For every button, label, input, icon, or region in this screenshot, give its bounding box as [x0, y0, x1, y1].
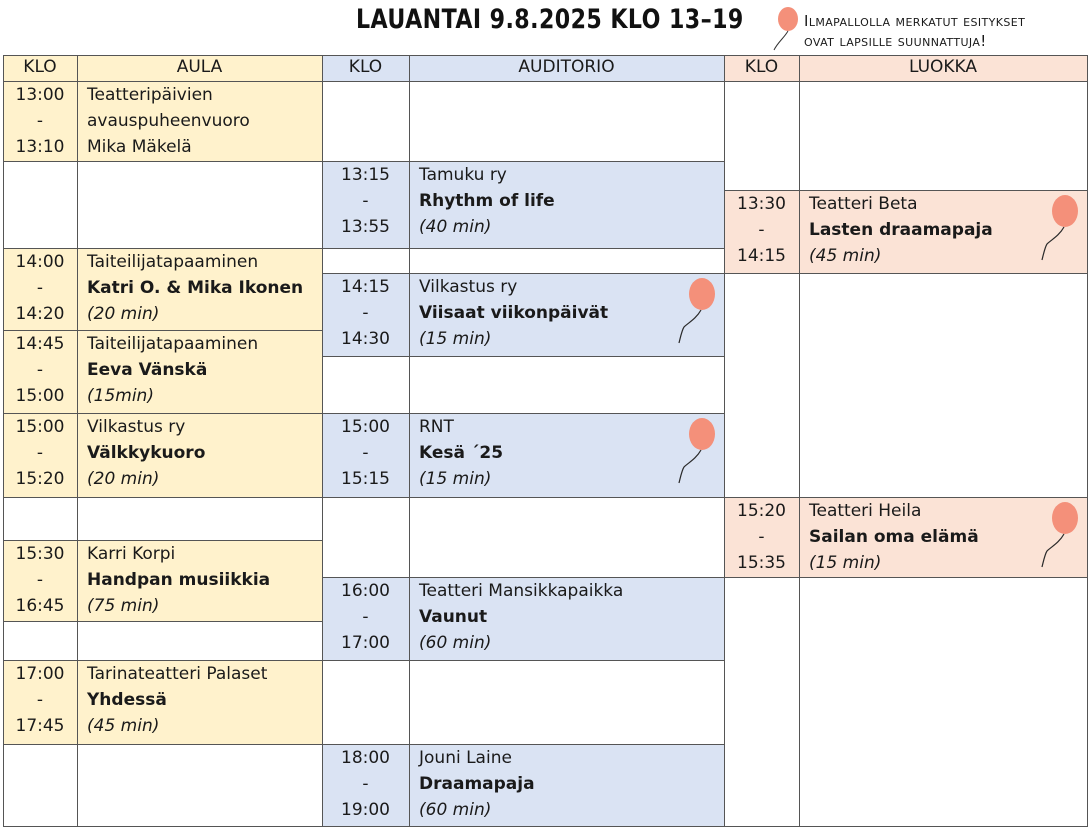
- aula-time: [3, 330, 77, 413]
- header-luokka: LUOKKA: [799, 55, 1087, 81]
- time-start: 15:00: [341, 417, 390, 437]
- auditorio-empty-time: [322, 81, 409, 161]
- auditorio-event: [409, 577, 724, 660]
- auditorio-event: [409, 744, 724, 826]
- time-end: 15:15: [341, 469, 390, 489]
- grid-line: [322, 161, 725, 162]
- grid-line: [409, 55, 410, 827]
- grid-line: [3, 826, 1088, 827]
- grid-line: [322, 497, 725, 498]
- performer: Teatteri Heila: [809, 501, 922, 521]
- aula-time: [3, 660, 77, 744]
- time-start: 13:00: [15, 85, 65, 105]
- aula-empty-slot: [77, 161, 322, 248]
- event-name: Lasten draamapaja: [809, 220, 993, 240]
- grid-line: [799, 55, 800, 827]
- auditorio-empty-time: [322, 248, 409, 273]
- time-start: 16:00: [341, 581, 390, 601]
- aula-time: [3, 540, 77, 621]
- event-detail: (40 min): [419, 217, 492, 237]
- aula-event: [77, 413, 322, 497]
- grid-line: [322, 660, 725, 661]
- time-end: 14:30: [341, 329, 390, 349]
- auditorio-empty-slot: [409, 356, 724, 413]
- event-detail: (20 min): [87, 469, 160, 489]
- auditorio-event: [409, 161, 724, 248]
- performer: Teatteri Beta: [809, 194, 918, 214]
- grid-line: [3, 330, 323, 331]
- event-name: Kesä ´25: [419, 443, 504, 463]
- time-sep: -: [36, 443, 44, 463]
- header-auditorio: AUDITORIO: [409, 55, 724, 81]
- event-name: Draamapaja: [419, 774, 535, 794]
- auditorio-empty-time: [322, 356, 409, 413]
- auditorio-time: [322, 577, 409, 660]
- grid-line: [3, 744, 323, 745]
- header-aula-klo: KLO: [3, 55, 77, 81]
- performer: Vilkastus ry: [87, 417, 186, 437]
- grid-line: [724, 190, 1088, 191]
- time-sep: -: [362, 443, 369, 463]
- performer: Teatteri Mansikkapaikka: [419, 581, 624, 601]
- auditorio-empty-slot: [409, 497, 724, 577]
- aula-empty-time: [3, 161, 77, 248]
- time-sep: -: [362, 303, 369, 323]
- auditorio-empty-slot: [409, 81, 724, 161]
- auditorio-empty-time: [322, 660, 409, 744]
- grid-line: [724, 55, 725, 827]
- time-end: 17:45: [15, 716, 65, 736]
- grid-line: [3, 161, 323, 162]
- event-detail: Mika Mäkelä: [87, 137, 192, 157]
- grid-line: [3, 413, 323, 414]
- event-name: avauspuheenvuoro: [87, 111, 250, 131]
- event-detail: (75 min): [87, 596, 160, 616]
- time-sep: -: [758, 220, 765, 240]
- time-end: 17:00: [341, 633, 390, 653]
- time-start: 15:20: [737, 501, 786, 521]
- event-detail: (15 min): [419, 329, 492, 349]
- luokka-empty-slot: [799, 577, 1087, 826]
- auditorio-event: [409, 413, 724, 497]
- grid-line: [724, 273, 1088, 274]
- grid-line: [1087, 55, 1088, 827]
- event-name: Viisaat viikonpäivät: [419, 303, 609, 323]
- grid-line: [3, 540, 323, 541]
- performer: Tamuku ry: [419, 165, 507, 185]
- time-end: 13:10: [15, 137, 65, 157]
- luokka-time: [724, 190, 799, 273]
- grid-line: [322, 273, 725, 274]
- luokka-empty-slot: [799, 273, 1087, 497]
- grid-line: [3, 55, 4, 827]
- event-detail: (45 min): [87, 716, 160, 736]
- performer: Taiteilijatapaaminen: [87, 334, 259, 354]
- aula-empty-time: [3, 621, 77, 660]
- balloon-icon: [1035, 501, 1081, 571]
- performer: Vilkastus ry: [419, 277, 518, 297]
- luokka-empty-time: [724, 577, 799, 826]
- grid-line: [322, 248, 725, 249]
- time-sep: -: [758, 527, 765, 547]
- aula-time: [3, 413, 77, 497]
- grid-line: [3, 81, 1088, 82]
- grid-line: [3, 55, 1088, 56]
- time-sep: -: [36, 360, 44, 380]
- event-detail: (20 min): [87, 304, 160, 324]
- performer: Taiteilijatapaaminen: [87, 252, 259, 272]
- time-end: 15:00: [15, 386, 65, 406]
- event-name: Rhythm of life: [419, 191, 555, 211]
- luokka-time: [724, 497, 799, 577]
- luokka-event: [799, 497, 1087, 577]
- grid-line: [3, 248, 323, 249]
- event-name: Sailan oma elämä: [809, 527, 979, 547]
- auditorio-empty-slot: [409, 660, 724, 744]
- grid-line: [724, 497, 1088, 498]
- event-detail: (15 min): [809, 553, 882, 573]
- balloon-icon: [672, 277, 718, 347]
- event-name: Yhdessä: [87, 690, 167, 710]
- aula-event: [77, 540, 322, 621]
- time-end: 16:45: [15, 596, 65, 616]
- performer: Karri Korpi: [87, 544, 176, 564]
- grid-line: [3, 621, 323, 622]
- legend-line-2: ovat lapsille suunnattuja!: [804, 32, 987, 50]
- time-start: 15:00: [15, 417, 65, 437]
- time-sep: -: [36, 570, 44, 590]
- aula-time: [3, 81, 77, 161]
- luokka-empty-time: [724, 273, 799, 497]
- grid-line: [3, 497, 323, 498]
- grid-line: [322, 744, 725, 745]
- performer: Teatteripäivien: [87, 85, 213, 105]
- time-start: 13:15: [341, 165, 390, 185]
- header-aula: AULA: [77, 55, 322, 81]
- grid-line: [322, 413, 725, 414]
- header-luokka-klo: KLO: [724, 55, 799, 81]
- event-name: Katri O. & Mika Ikonen: [87, 278, 304, 298]
- time-end: 19:00: [341, 800, 390, 820]
- event-detail: (60 min): [419, 800, 492, 820]
- grid-line: [322, 577, 725, 578]
- aula-empty-slot: [77, 744, 322, 826]
- auditorio-event: [409, 273, 724, 356]
- page-title: LAUANTAI 9.8.2025 KLO 13–19: [356, 4, 744, 35]
- luokka-event: [799, 190, 1087, 273]
- event-detail: (45 min): [809, 246, 882, 266]
- auditorio-time: [322, 744, 409, 826]
- auditorio-empty-time: [322, 497, 409, 577]
- time-end: 15:35: [737, 553, 786, 573]
- performer: RNT: [419, 417, 454, 437]
- grid-line: [77, 55, 78, 827]
- event-name: Vaunut: [419, 607, 488, 627]
- aula-empty-time: [3, 744, 77, 826]
- event-detail: (15min): [87, 386, 154, 406]
- event-detail: (15 min): [419, 469, 492, 489]
- auditorio-time: [322, 413, 409, 497]
- grid-line: [322, 55, 323, 827]
- aula-event: [77, 248, 322, 330]
- aula-event: [77, 330, 322, 413]
- time-start: 14:45: [15, 334, 65, 354]
- event-detail: (60 min): [419, 633, 492, 653]
- aula-event: [77, 81, 322, 161]
- aula-empty-slot: [77, 497, 322, 540]
- grid-line: [322, 356, 725, 357]
- balloon-icon: [672, 417, 718, 487]
- time-end: 14:20: [15, 304, 65, 324]
- grid-line: [724, 577, 1088, 578]
- event-name: Handpan musiikkia: [87, 570, 271, 590]
- aula-empty-time: [3, 497, 77, 540]
- time-start: 15:30: [15, 544, 65, 564]
- grid-line: [3, 660, 323, 661]
- time-sep: -: [362, 191, 369, 211]
- legend-line-1: Ilmapallolla merkatut esitykset: [804, 12, 1026, 30]
- time-start: 17:00: [15, 664, 65, 684]
- time-start: 13:30: [737, 194, 786, 214]
- time-end: 14:15: [737, 246, 786, 266]
- event-name: Eeva Vänskä: [87, 360, 208, 380]
- aula-event: [77, 660, 322, 744]
- time-end: 15:20: [15, 469, 65, 489]
- auditorio-time: [322, 273, 409, 356]
- auditorio-empty-slot: [409, 248, 724, 273]
- time-start: 14:15: [341, 277, 390, 297]
- luokka-empty-time: [724, 81, 799, 190]
- time-start: 18:00: [341, 748, 390, 768]
- time-sep: -: [36, 111, 44, 131]
- luokka-empty-slot: [799, 81, 1087, 190]
- time-sep: -: [362, 607, 369, 627]
- balloon-icon: [1035, 194, 1081, 264]
- auditorio-time: [322, 161, 409, 248]
- time-end: 13:55: [341, 217, 390, 237]
- aula-time: [3, 248, 77, 330]
- time-start: 14:00: [15, 252, 65, 272]
- header-auditorio-klo: KLO: [322, 55, 409, 81]
- event-name: Välkkykuoro: [87, 443, 206, 463]
- performer: Jouni Laine: [419, 748, 512, 768]
- performer: Tarinateatteri Palaset: [87, 664, 268, 684]
- aula-empty-slot: [77, 621, 322, 660]
- time-sep: -: [36, 278, 44, 298]
- time-sep: -: [36, 690, 44, 710]
- time-sep: -: [362, 774, 369, 794]
